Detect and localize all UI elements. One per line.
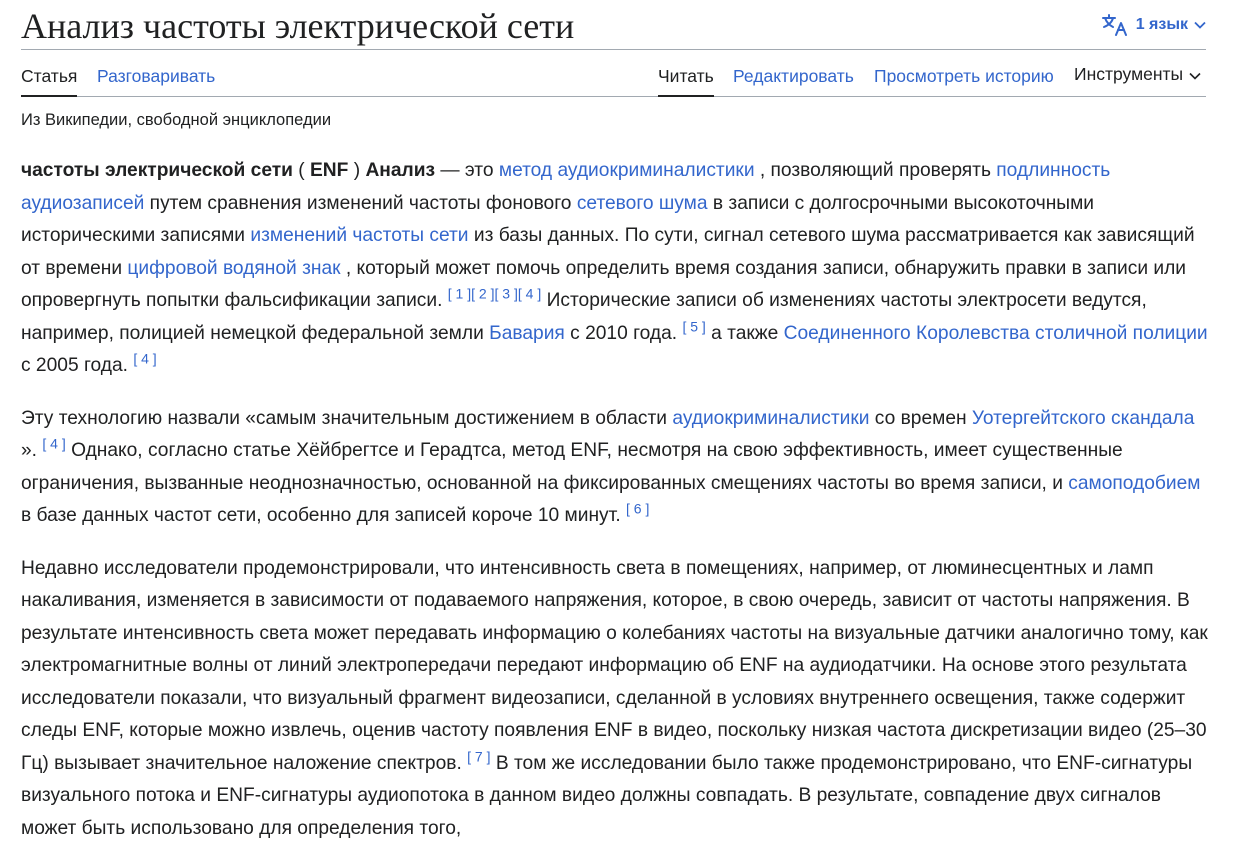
reference-3[interactable]: [ 3 ] [494, 285, 518, 302]
chevron-down-icon [1194, 21, 1206, 29]
title-bar [21, 4, 1206, 50]
link-digital-watermark[interactable]: цифровой водяной знак [127, 257, 341, 279]
site-tagline: Из Википедии, свободной энциклопедии [21, 111, 332, 129]
tab-read[interactable]: Читать [658, 50, 714, 97]
paragraph-2: Эту технологию назвали «самым значительным достижением в области аудиокриминалистики со времен Уотергейтского скандала ». [ 4 ] Однако, согласно статье Хёйбрегтсе и Герадтса, метод ENF, несмотря на свою эффективность, имеет существенные ограничения, вызванные неоднозначностью, основанной на фиксированных смещениях частоты во время записи, и самоподобием в базе данных частот сети, особенно для записей короче 10 минут. [ 6 ] [21, 407, 1201, 526]
link-metropolitan-police[interactable]: Соединенного Королевства столичной полиции [783, 322, 1208, 344]
link-mains-hum[interactable]: сетевого шума [576, 192, 708, 214]
bold-term: частоты электрической сети [21, 160, 293, 181]
article-body [21, 155, 1211, 865]
link-audio-forensics[interactable]: метод аудиокриминалистики [498, 160, 755, 181]
reference-6[interactable]: [ 6 ] [626, 500, 650, 517]
reference-5[interactable]: [ 5 ] [682, 318, 706, 335]
bold-term: ENF [310, 160, 349, 181]
translate-icon [1102, 14, 1128, 36]
link-utility-frequency[interactable]: изменений частоты сети [250, 225, 469, 246]
reference-4[interactable]: [ 4 ] [517, 285, 542, 302]
tab-edit[interactable]: Редактировать [733, 66, 854, 86]
paragraph-3: Недавно исследователи продемонстрировали, что интенсивность света в помещениях, например, от люминесцентных и ламп накаливания, изменяется в зависимости от подаваемого напряжения, которое, в свою очередь, зависит от частоты напряжения. В результате интенсивность света может передавать информацию о колебаниях частоты на визуальные датчики аналогично тому, как электромагнитные волны от линий электропередачи передают информацию об ENF на аудиодатчики. На основе этого результата исследователи показали, что визуальный фрагмент видеозаписи, сделанной в условиях внутреннего освещения, также содержит следы ENF, которые можно извлечь, оценив частоту появления ENF в видео, поскольку низкая частота дискретизации видео (25–30 Гц) вызывает значительное наложение спектров. [ 7 ] В том же исследовании было также продемонстрировано, что ENF-сигнатуры визуального потока и ENF-сигнатуры аудиопотока в данном видео должны совпадать. В результате, совпадение двух сигналов может быть использовано для определения того, [21, 557, 1208, 839]
tools-menu-label: Инструменты [1074, 64, 1184, 84]
link-watergate-scandal[interactable]: Уотергейтского скандала [971, 407, 1195, 429]
language-button[interactable] [1102, 12, 1206, 38]
tab-talk[interactable]: Разговаривать [97, 66, 216, 86]
reference-2[interactable]: [ 2 ] [471, 285, 495, 302]
paragraph-1: частоты электрической сети ( ENF ) Анализ — это метод аудиокриминалистики , позволяющий проверять подлинность аудиозаписей путем сравнения изменений частоты фонового сетевого шума в записи с долгосрочными высокоточными историческими записями изменений частоты сети из базы данных. По сути, сигнал сетевого шума рассматривается как зависящий от времени цифровой водяной знак , который может помочь определить время создания записи, обнаружить правки в записи или опровергнуть попытки фальсификации записи. [ 1 ][ 2 ][ 3 ][ 4 ] Исторические записи об изменениях частоты электросети ведутся, например, полицией немецкой федеральной земли Бавария с 2010 года. [ 5 ] а также Соединенного Королевства столичной полиции с 2005 года. [ 4 ] [21, 160, 1208, 376]
tab-history[interactable]: Просмотреть историю [874, 66, 1054, 86]
link-audio-forensics[interactable]: аудиокриминалистики [672, 407, 870, 429]
reference-1[interactable]: [ 1 ] [447, 285, 472, 302]
tab-article[interactable]: Статья [21, 50, 77, 97]
bold-term: Анализ [365, 160, 436, 181]
tools-menu[interactable] [1074, 50, 1201, 96]
link-bavaria[interactable]: Бавария [489, 322, 565, 344]
reference-4[interactable]: [ 4 ] [133, 350, 157, 367]
link-self-similarity[interactable]: самоподобием [1068, 472, 1201, 494]
link-audio-authenticity[interactable]: подлинность аудиозаписей [21, 160, 1111, 214]
language-button-label: 1 язык [1135, 16, 1188, 33]
page-tabs [21, 50, 1206, 97]
reference-7[interactable]: [ 7 ] [467, 748, 491, 765]
page-title: Анализ частоты электрической сети [21, 6, 575, 46]
chevron-down-icon [1183, 64, 1201, 85]
reference-4[interactable]: [ 4 ] [42, 435, 66, 452]
